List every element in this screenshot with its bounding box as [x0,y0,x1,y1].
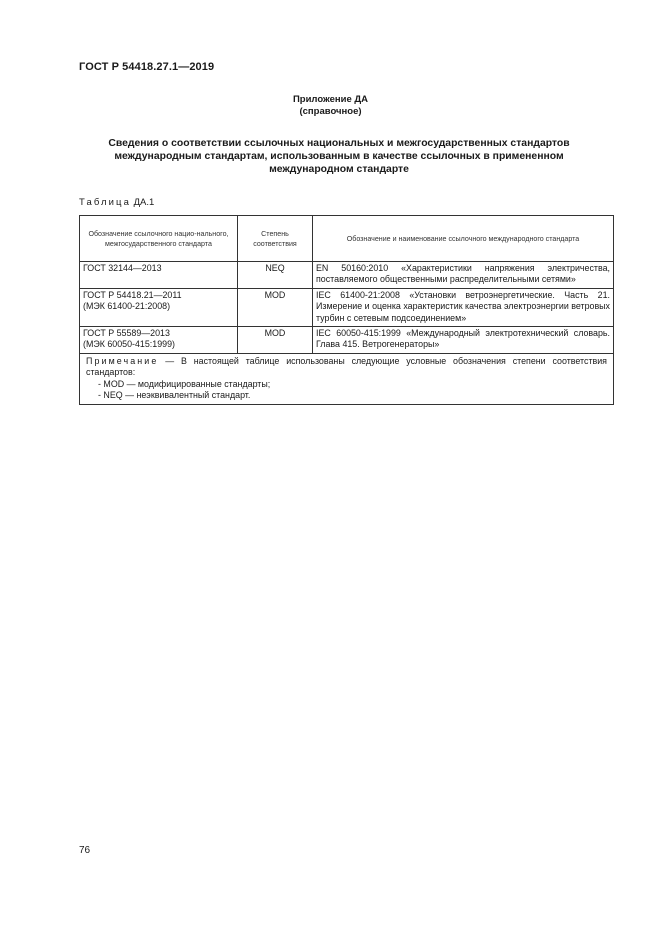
section-title [95,137,583,176]
table-row [80,288,614,326]
national-standard: ГОСТ Р 54418.21—2011 [83,289,182,300]
international-standard-cell: EN 50160:2010 «Характеристики напряжения электричества, поставляемого общественными распределительными сетями» [313,262,614,289]
degree-cell: MOD [238,288,313,326]
national-standard: ГОСТ Р 55589—2013 [83,328,170,339]
document-code: ГОСТ Р 54418.27.1—2019 [79,61,215,73]
header-degree: Степень соответствия [238,216,313,262]
note-label: Примечание [86,355,159,366]
national-standard: ГОСТ 32144—2013 [83,263,162,273]
header-national-standard: Обозначение ссылочного нацио-нального, межгосударственного стандарта [80,216,238,262]
degree-cell: MOD [238,327,313,354]
page-number: 76 [79,845,91,856]
table-row [80,262,614,289]
table-caption [79,197,154,208]
table-caption-number: ДА.1 [133,197,155,208]
degree-cell: NEQ [238,262,313,289]
national-standard-equivalent: (МЭК 60050-415:1999) [83,339,175,350]
section-title-line: Сведения о соответствии ссылочных национальных и межгосударственных стандартов [108,138,570,149]
international-standard-cell: IEC 60050-415:1999 «Международный электротехнический словарь. Глава 415. Ветрогенераторы» [313,327,614,354]
standards-table [79,215,614,405]
table-row [80,327,614,354]
national-standard-cell [80,327,238,354]
header-international-standard: Обозначение и наименование ссылочного международного стандарта [313,216,614,262]
national-standard-cell [80,288,238,326]
table-note-row [80,353,614,405]
appendix-title: Приложение ДА [292,94,369,105]
section-title-line: международном стандарте [269,164,409,175]
table-caption-word: Таблица [79,197,131,208]
national-standard-cell [80,262,238,289]
note-text: — В настоящей таблице использованы следующие условные обозначения степени соответствия стандартов: [86,355,607,378]
appendix-heading [0,94,661,118]
international-standard-cell: IEC 61400-21:2008 «Установки ветроэнергетические. Часть 21. Измерение и оценка характеристик качества электроэнергии ветровых турбин с сетевым подсоединением» [313,288,614,326]
note-item: - MOD — модифицированные стандарты; [98,378,271,389]
note-item: - NEQ — неэквивалентный стандарт. [98,390,251,401]
appendix-subtitle: (справочное) [299,106,362,117]
national-standard-equivalent: (МЭК 61400-21:2008) [83,301,171,312]
table-header-row [80,216,614,262]
table-note [80,353,614,405]
section-title-line: международным стандартам, использованным в качестве ссылочных в примененном [114,151,564,162]
